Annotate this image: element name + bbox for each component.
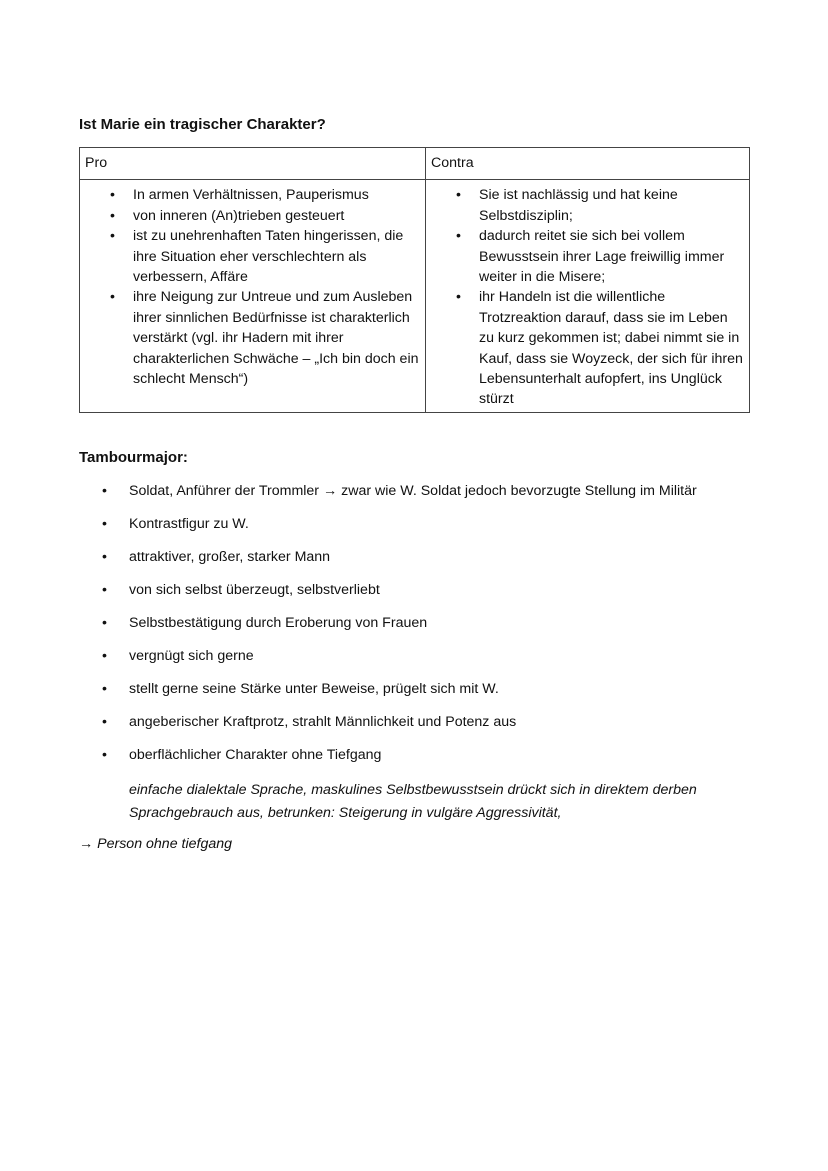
pro-item: • ist zu unehrenhaften Taten hingerissen, die ihre Situation eher verschlechtern als verbessern, Affäre: [85, 226, 420, 287]
table-row: [80, 180, 750, 412]
list-item: • oberflächlicher Charakter ohne Tiefgang: [79, 745, 779, 778]
list-item: • angeberischer Kraftprotz, strahlt Männlichkeit und Potenz aus: [79, 712, 779, 745]
pro-contra-table: [79, 147, 750, 413]
header-contra: Contra: [426, 148, 750, 180]
list-item: • attraktiver, großer, starker Mann: [79, 547, 779, 580]
section-title-tambourmajor: Tambourmajor:: [79, 449, 188, 466]
list-item: • Kontrastfigur zu W.: [79, 514, 779, 547]
section-title-marie: Ist Marie ein tragischer Charakter?: [79, 116, 326, 133]
pro-list: [85, 185, 420, 389]
pro-cell: [80, 180, 426, 412]
contra-list: [431, 185, 744, 409]
contra-item: • ihr Handeln ist die willentliche Trotzreaktion darauf, dass sie im Leben zu kurz gekommen ist; dabei nimmt sie in Kauf, dass sie Woyzeck, der sich für ihren Lebensunterhalt aufopfert, ins Unglück stürzt: [431, 287, 744, 409]
language-note: einfache dialektale Sprache, maskulines Selbstbewusstsein drückt sich in direktem derben Sprachgebrauch aus, betrunken: Steigerung in vulgäre Aggressivität,: [129, 782, 697, 821]
list-item: • vergnügt sich gerne: [79, 646, 779, 679]
pro-item: • In armen Verhältnissen, Pauperismus: [85, 185, 420, 205]
list-item: • Soldat, Anführer der Trommler → zwar wie W. Soldat jedoch bevorzugte Stellung im Militär: [79, 481, 779, 514]
list-item: • stellt gerne seine Stärke unter Beweise, prügelt sich mit W.: [79, 679, 779, 712]
table-header-row: [80, 148, 750, 180]
header-pro: Pro: [80, 148, 426, 180]
tambourmajor-list: [79, 481, 779, 778]
contra-item: • Sie ist nachlässig und hat keine Selbstdisziplin;: [431, 185, 744, 226]
pro-item: • von inneren (An)trieben gesteuert: [85, 206, 420, 226]
contra-cell: [426, 180, 750, 412]
pro-item: • ihre Neigung zur Untreue und zum Ausleben ihrer sinnlichen Bedürfnisse ist charakterlich verstärkt (vgl. ihr Hadern mit ihrer charakterlichen Schwäche – „Ich bin doch ein schlecht Mensch“): [85, 287, 420, 389]
list-item: • Selbstbestätigung durch Eroberung von Frauen: [79, 613, 779, 646]
contra-item: • dadurch reitet sie sich bei vollem Bewusstsein ihrer Lage freiwillig immer weiter in die Misere;: [431, 226, 744, 287]
list-item: • von sich selbst überzeugt, selbstverliebt: [79, 580, 779, 613]
conclusion-line: → Person ohne tiefgang: [79, 836, 233, 852]
